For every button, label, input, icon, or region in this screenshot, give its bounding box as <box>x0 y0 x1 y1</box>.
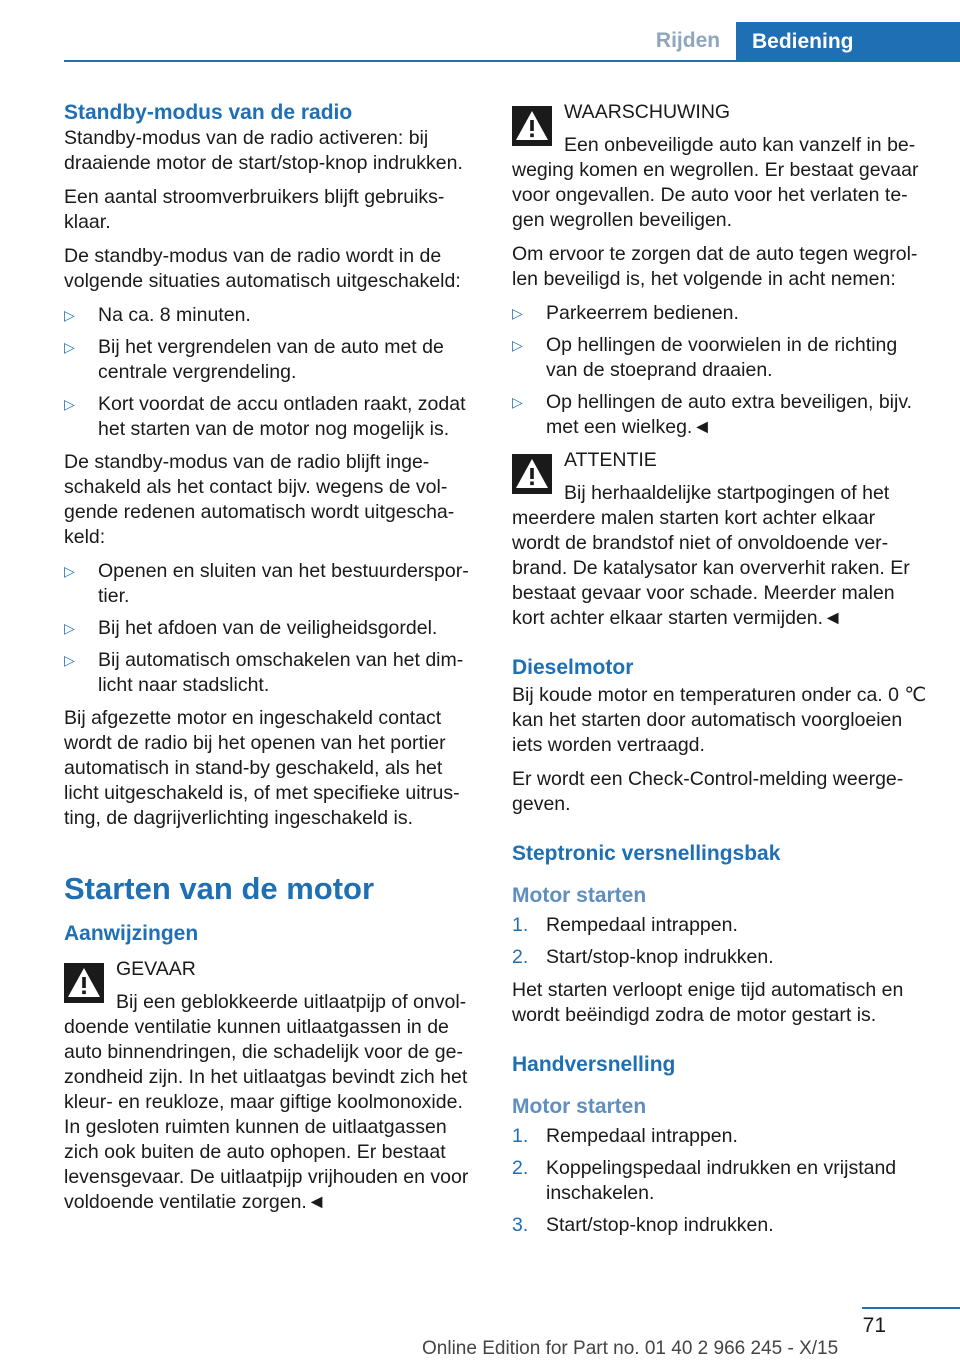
paragraph: Er wordt een Check-Control-melding weergegeven. <box>512 768 904 815</box>
motor-start-heading: Motor starten <box>512 884 647 907</box>
footer-rule <box>862 1307 960 1309</box>
warning-triangle-icon <box>64 963 104 1003</box>
paragraph: De standby-modus van de radio wordt in de volgende situaties automatisch uitgeschakeld: <box>64 245 461 292</box>
warning-label: WAARSCHUWING <box>564 101 731 123</box>
standby-heading: Standby-modus van de radio <box>64 101 353 124</box>
triangle-bullet-icon: ▷ <box>64 563 75 579</box>
list-item: ▷ Op hellingen de auto extra beveiligen, bijv. met een wielkeg.◄ <box>512 391 913 438</box>
list-item: 2. Start/stop-knop indrukken. <box>512 946 774 968</box>
bullet-list <box>64 303 478 442</box>
triangle-bullet-icon: ▷ <box>64 396 75 412</box>
triangle-bullet-icon: ▷ <box>64 652 75 668</box>
paragraph: Bij afgezette motor en ingeschakeld contact wordt de radio bij het openen van het portier automatisch in stand-by geschakeld, als het licht uitgeschakeld is, of met specifieke uitrusting, de dagrijverlichting ingeschakeld is. <box>64 707 460 829</box>
attention-label: ATTENTIE <box>564 449 657 471</box>
starting-engine-heading: Starten van de motor <box>64 871 375 906</box>
list-item: ▷ Openen en sluiten van het bestuurdersportier. <box>64 560 469 607</box>
triangle-bullet-icon: ▷ <box>512 337 523 353</box>
triangle-bullet-icon: ▷ <box>64 339 75 355</box>
warning-notice <box>512 100 928 233</box>
bullet-list <box>64 559 478 698</box>
attention-notice <box>512 448 928 631</box>
warning-triangle-icon <box>512 106 552 146</box>
danger-notice <box>64 957 478 1215</box>
diesel-heading: Dieselmotor <box>512 656 634 679</box>
paragraph: De standby-modus van de radio blijft ingeschakeld als het contact bijv. wegens de volgende redenen automatisch wordt uitgeschakeld: <box>64 451 455 548</box>
list-item: 3. Start/stop-knop indrukken. <box>512 1214 774 1236</box>
paragraph: Bij koude motor en temperaturen onder ca. 0 ℃ kan het starten door automatisch voorgloeien iets worden vertraagd. <box>512 684 927 756</box>
manual-heading: Handversnelling <box>512 1053 676 1076</box>
triangle-bullet-icon: ▷ <box>512 394 523 410</box>
list-item: ▷ Bij het vergrendelen van de auto met de centrale vergrendeling. <box>64 336 444 383</box>
danger-text: Bij een geblokkeerde uitlaatpijp of onvoldoende ventilatie kunnen uitlaatgassen in de auto binnendringen, die schadelijk voor de gezondheid zijn. In het uitlaatgas bevindt zich het kleur- en reukloze, maar giftige koolmonoxide. In gesloten ruimten kunnen de uitlaatgassen zich ook buiten de auto ophopen. Er bestaat levensgevaar. De uitlaatpijp vrijhouden en voor voldoende ventilatie zorgen.◄ <box>64 991 469 1213</box>
steps-list <box>512 913 928 970</box>
steps-list <box>512 1124 928 1238</box>
tab-rijden[interactable]: Rijden <box>655 29 721 52</box>
warning-text: Een onbeveiligde auto kan vanzelf in beweging komen en wegrollen. Er bestaat gevaar voor ongevallen. De auto voor het verlaten tegen wegrollen beveiligen. <box>512 134 919 231</box>
page-number: 71 <box>862 1314 886 1337</box>
list-item: ▷ Bij automatisch omschakelen van het dimlicht naar stadslicht. <box>64 649 464 696</box>
triangle-bullet-icon: ▷ <box>64 620 75 636</box>
right-column <box>512 100 928 1246</box>
warning-triangle-icon <box>512 454 552 494</box>
triangle-bullet-icon: ▷ <box>64 307 75 323</box>
list-item: 1. Rempedaal intrappen. <box>512 1125 738 1147</box>
triangle-bullet-icon: ▷ <box>512 305 523 321</box>
list-item: ▷ Op hellingen de voorwielen in de richting van de stoeprand draaien. <box>512 334 898 381</box>
header-rule <box>64 60 960 62</box>
list-item: 1. Rempedaal intrappen. <box>512 914 738 936</box>
danger-label: GEVAAR <box>116 958 196 980</box>
list-item: ▷ Parkeerrem bedienen. <box>512 302 739 324</box>
list-item: ▷ Na ca. 8 minuten. <box>64 304 251 326</box>
paragraph: Om ervoor te zorgen dat de auto tegen wegrollen beveiligd is, het volgende in acht nemen: <box>512 243 918 290</box>
paragraph: Het starten verloopt enige tijd automatisch en wordt beëindigd zodra de motor gestart is. <box>512 979 904 1026</box>
bullet-list <box>512 301 928 440</box>
list-item: ▷ Bij het afdoen van de veiligheidsgordel. <box>64 617 438 639</box>
notes-heading: Aanwijzingen <box>64 922 199 945</box>
attention-text: Bij herhaaldelijke startpogingen of het meerdere malen starten kort achter elkaar wordt de brandstof niet of onvoldoende verbrand. De katalysator kan oververhit raken. Er bestaat gevaar voor schade. Meerder malen kort achter elkaar starten vermijden.◄ <box>512 482 910 629</box>
left-column <box>64 100 478 1224</box>
paragraph: Standby-modus van de radio activeren: bij draaiende motor de start/stop-knop indrukken. <box>64 127 463 174</box>
paragraph: Een aantal stroomverbruikers blijft gebruiksklaar. <box>64 186 445 233</box>
motor-start-heading: Motor starten <box>512 1095 647 1118</box>
steptronic-heading: Steptronic versnellingsbak <box>512 842 781 865</box>
list-item: 2. Koppelingspedaal indrukken en vrijstand inschakelen. <box>512 1157 897 1204</box>
edition-footer: Online Edition for Part no. 01 40 2 966 245 - X/15 <box>422 1338 839 1359</box>
list-item: ▷ Kort voordat de accu ontladen raakt, zodat het starten van de motor nog mogelijk is. <box>64 393 466 440</box>
tab-bediening[interactable]: Bediening <box>736 22 960 62</box>
